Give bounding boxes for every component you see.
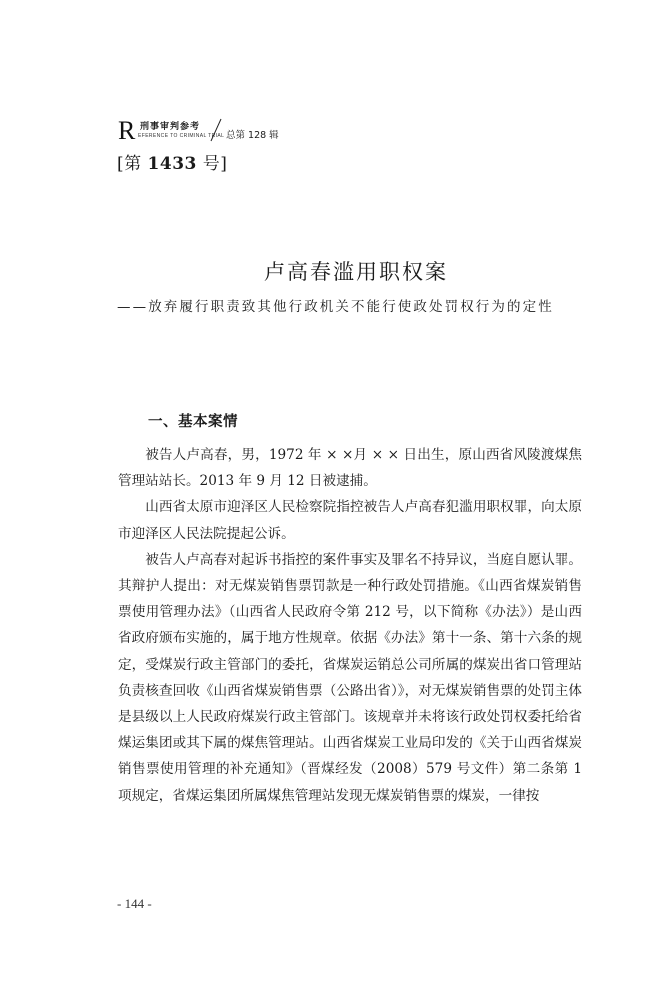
paragraph: 被告人卢高春对起诉书指控的案件事实及罪名不持异议，当庭自愿认罪。其辩护人提出：对无煤炭销售票罚款是一种行政处罚措施。《山西省煤炭销售票使用管理办法》（山西省人民政府令第 212 号，以下简称《办法》）是山西省政府颁布实施的，属于地方性规章。依据《办法》第十一条、第十六条的规定，受煤炭行政主管部门的委托，省煤炭运销总公司所属的煤炭出省口管理站负责核查回收《山西省煤炭销售票（公路出省）》，对无煤炭销售票的处罚主体是县级以上人民政府煤炭行政主管部门。该规章并未将该行政处罚权委托给省煤运集团或其下属的煤焦管理站。山西省煤炭工业局印发的《关于山西省煤炭销售票使用管理的补充通知》（晋煤经发（2008）579 号文件）第二条第 1 项规定，省煤运集团所属煤焦管理站发现无煤炭销售票的煤炭，一律按 — [118, 551, 582, 804]
section-heading: 一、基本案情 — [148, 414, 238, 430]
journal-logo-en: EFERENCE TO CRIMINAL TRIAL — [138, 133, 225, 139]
case-title: 卢高春滥用职权案 — [264, 260, 448, 284]
paragraph: 被告人卢高春，男，1972 年 × ×月 × × 日出生，原山西省风陵渡煤焦管理站站长。2013 年 9 月 12 日被逮捕。 — [118, 447, 582, 490]
case-subtitle: ——放弃履行职责致其他行政机关不能行使政处罚权行为的定性 — [117, 299, 554, 315]
case-number-value: 1433 — [147, 154, 197, 174]
header-divider-slash — [210, 118, 222, 142]
page-number: - 144 - — [117, 896, 152, 911]
journal-logo-cn: 刑事审判参考 — [140, 122, 201, 132]
case-number-open: [第 — [117, 154, 148, 174]
case-number — [117, 149, 227, 174]
paragraph: 山西省太原市迎泽区人民检察院指控被告人卢高春犯滥用职权罪，向太原市迎泽区人民法院提起公诉。 — [118, 499, 582, 542]
issue-number: 总第 128 辑 — [226, 130, 279, 141]
case-number-close: 号] — [196, 154, 228, 174]
journal-logo-letter: R — [118, 116, 136, 145]
body-text — [118, 442, 582, 809]
